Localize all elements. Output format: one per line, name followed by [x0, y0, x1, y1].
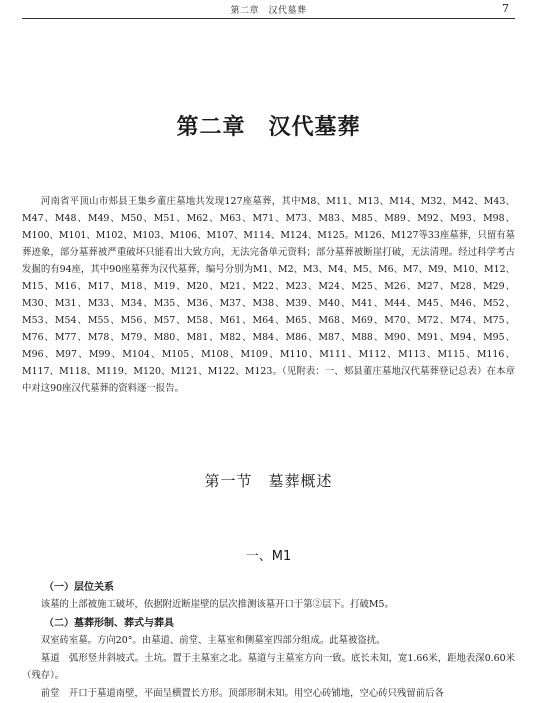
page-number: 7: [502, 2, 509, 15]
subsection-title: 一、M1: [245, 549, 292, 564]
intro-paragraph: 河南省平顶山市郏县王集乡董庄墓地共发现127座墓葬，其中M8、M11、M13、M14、M32、M42、M43、M47、M48、M49、M50、M51、M62、M63、M71、M73、M83、M85、M89、M92、M93、M98、M100、M101、M102、M103、M106、M107、M114、M124、M125。M126、M127等33座墓葬，只留有墓葬迹象，部分墓葬被严重破坏只能看出大致方向，无法完备单元资料；部分墓葬被断崖打破，无法清理。经过科学考古发掘的有94座，其中90座墓葬为汉代墓葬，编号分别为M1、M2、M3、M4、M5、M6、M7、M9、M10、M12、M15、M16、M17、M18、M19、M20、M21、M22、M23、M24、M25、M26、M27、M28、M29、M30、M31、M33、M34、M35、M36、M37、M38、M39、M40、M41、M44、M45、M46、M52、M53、M54、M55、M56、M57、M58、M61、M64、M65、M68、M69、M70、M72、M74、M75、M76、M77、M78、M79、M80、M81、M82、M84、M86、M87、M88、M90、M91、M94、M95、M96、M97、M99、M104、M105、M108、M109、M110、M111、M112、M113、M115、M116、M117、M118、M119、M120、M121、M122、M123。（见附表：一、郏县董庄墓地汉代墓葬登记总表）在本章中对这90座汉代墓葬的资料逐一报告。: [22, 196, 515, 394]
paragraph-stratigraphy: 该墓的上部被施工破坏，依据附近断崖壁的层次推测该墓开口于第②层下。打破M5。: [40, 599, 394, 610]
paragraph-front-hall: 前堂 开口于墓道南壁，平面呈横置长方形。顶部形制未知。用空心砖铺地，空心砖只残留前后各: [40, 688, 444, 699]
chapter-title: 第二章 汉代墓葬: [176, 114, 361, 140]
running-header: [0, 0, 537, 20]
section-title: 第一节 墓葬概述: [204, 472, 333, 490]
paragraph-tomb-passage: 墓道 弧形竖井斜坡式。土坑。置于主墓室之北。墓道与主墓室方向一致。底长未知，宽1.66米，距地表深0.60米（残存）。: [22, 653, 515, 681]
heading-tomb-form: （二）墓葬形制、葬式与葬具: [44, 618, 174, 629]
paragraph-tomb-overview: 双室砖室墓。方向20°。由墓道、前堂、主墓室和侧墓室四部分组成。此墓被盗扰。: [40, 635, 386, 646]
heading-stratigraphy: （一）层位关系: [44, 582, 114, 593]
header-rule: [22, 18, 515, 19]
running-header-title: 第二章 汉代墓葬: [230, 6, 307, 16]
